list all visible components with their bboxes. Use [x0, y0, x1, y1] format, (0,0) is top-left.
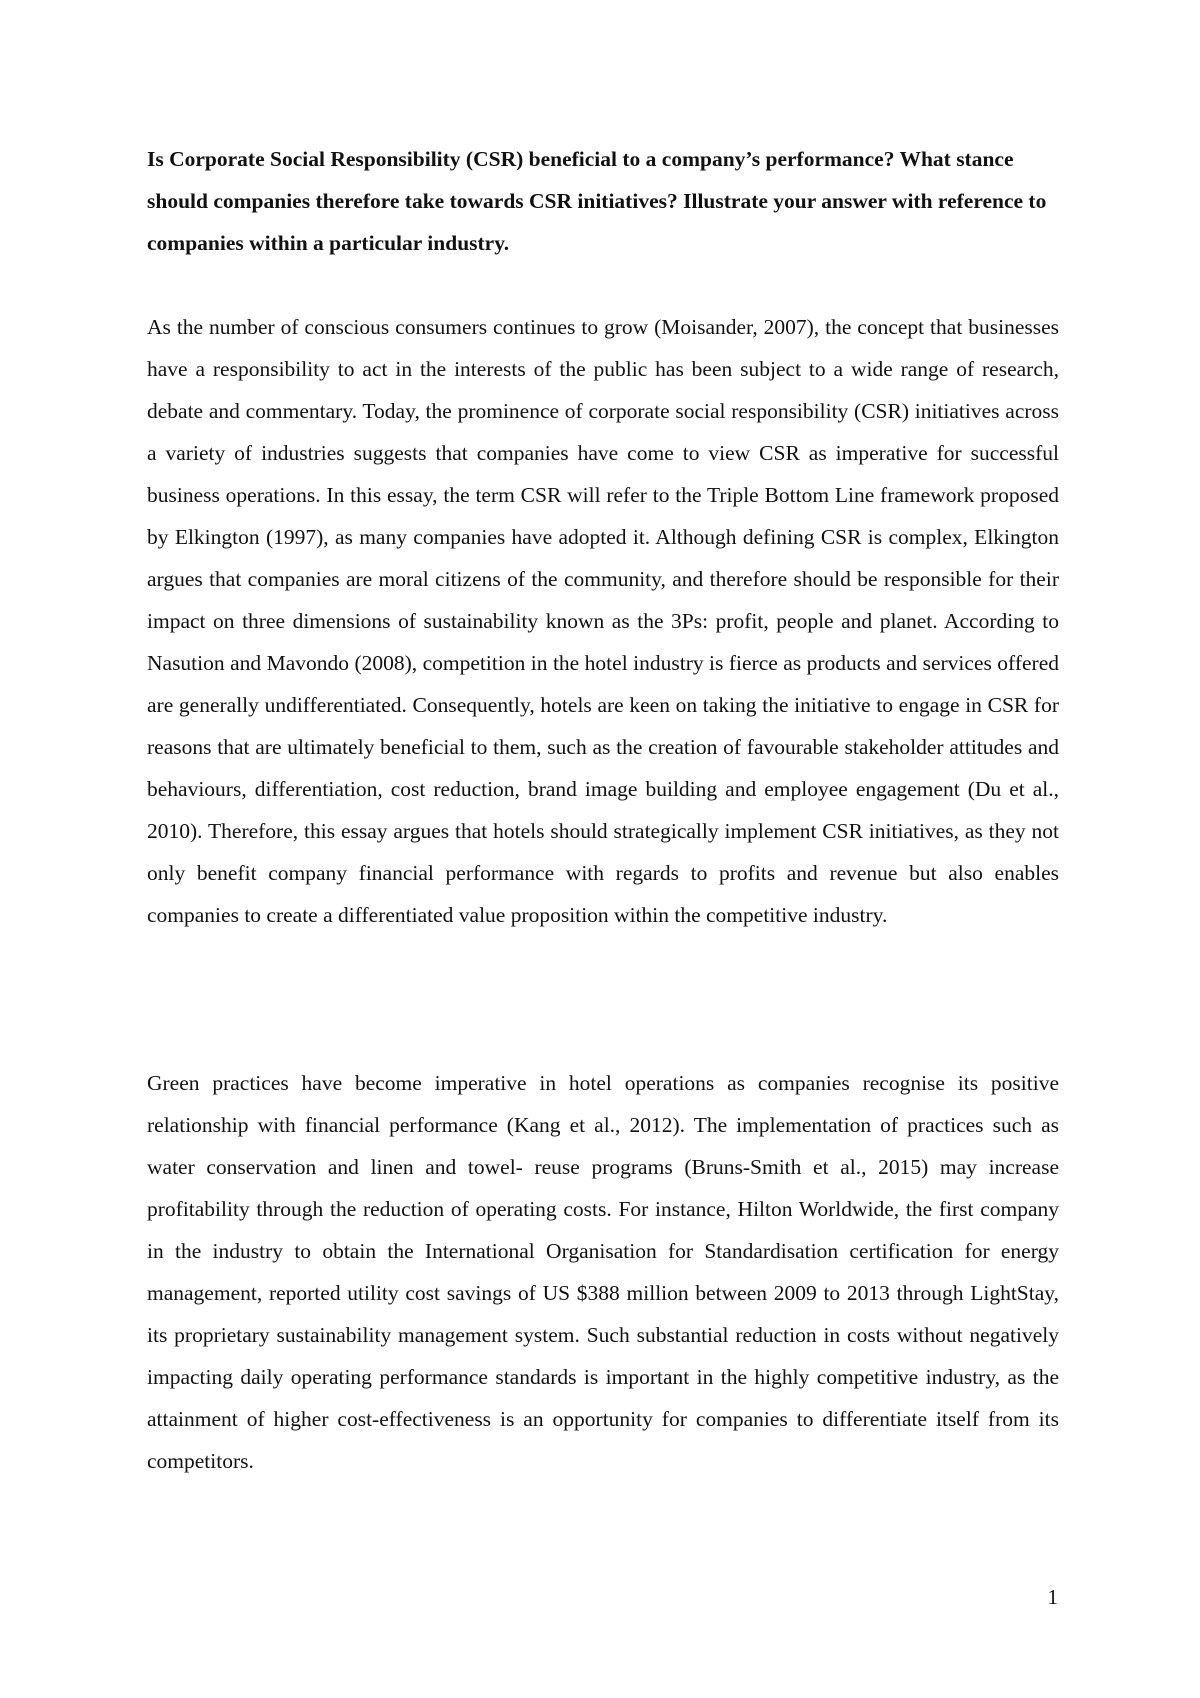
- body-paragraph-introduction: As the number of conscious consumers continues to grow (Moisander, 2007), the concept that businesses have a responsibility to act in the interests of the public has been subject to a wide range of research, debate and commentary. Today, the prominence of corporate social responsibility (CSR) initiatives across a variety of industries suggests that companies have come to view CSR as imperative for successful business operations. In this essay, the term CSR will refer to the Triple Bottom Line framework proposed by Elkington (1997), as many companies have adopted it. Although defining CSR is complex, Elkington argues that companies are moral citizens of the community, and therefore should be responsible for their impact on three dimensions of sustainability known as the 3Ps: profit, people and planet. According to Nasution and Mavondo (2008), competition in the hotel industry is fierce as products and services offered are generally undifferentiated. Consequently, hotels are keen on taking the initiative to engage in CSR for reasons that are ultimately beneficial to them, such as the creation of favourable stakeholder attitudes and behaviours, differentiation, cost reduction, brand image building and employee engagement (Du et al., 2010). Therefore, this essay argues that hotels should strategically implement CSR initiatives, as they not only benefit company financial performance with regards to profits and revenue but also enables companies to create a differentiated value proposition within the competitive industry.: [147, 315, 1059, 927]
- body-paragraph-green-practices: Green practices have become imperative in hotel operations as companies recognise its positive relationship with financial performance (Kang et al., 2012). The implementation of practices such as water conservation and linen and towel- reuse programs (Bruns-Smith et al., 2015) may increase profitability through the reduction of operating costs. For instance, Hilton Worldwide, the first company in the industry to obtain the International Organisation for Standardisation certification for energy management, reported utility cost savings of US $388 million between 2009 to 2013 through LightStay, its proprietary sustainability management system. Such substantial reduction in costs without negatively impacting daily operating performance standards is important in the highly competitive industry, as the attainment of higher cost-effectiveness is an opportunity for companies to differentiate itself from its competitors.: [147, 1071, 1059, 1473]
- page-number: 1: [1047, 1585, 1058, 1609]
- essay-question-title: Is Corporate Social Responsibility (CSR) beneficial to a company’s performance? What stance should companies therefore take towards CSR initiatives? Illustrate your answer with reference to companies within a particular industry.: [147, 147, 1047, 255]
